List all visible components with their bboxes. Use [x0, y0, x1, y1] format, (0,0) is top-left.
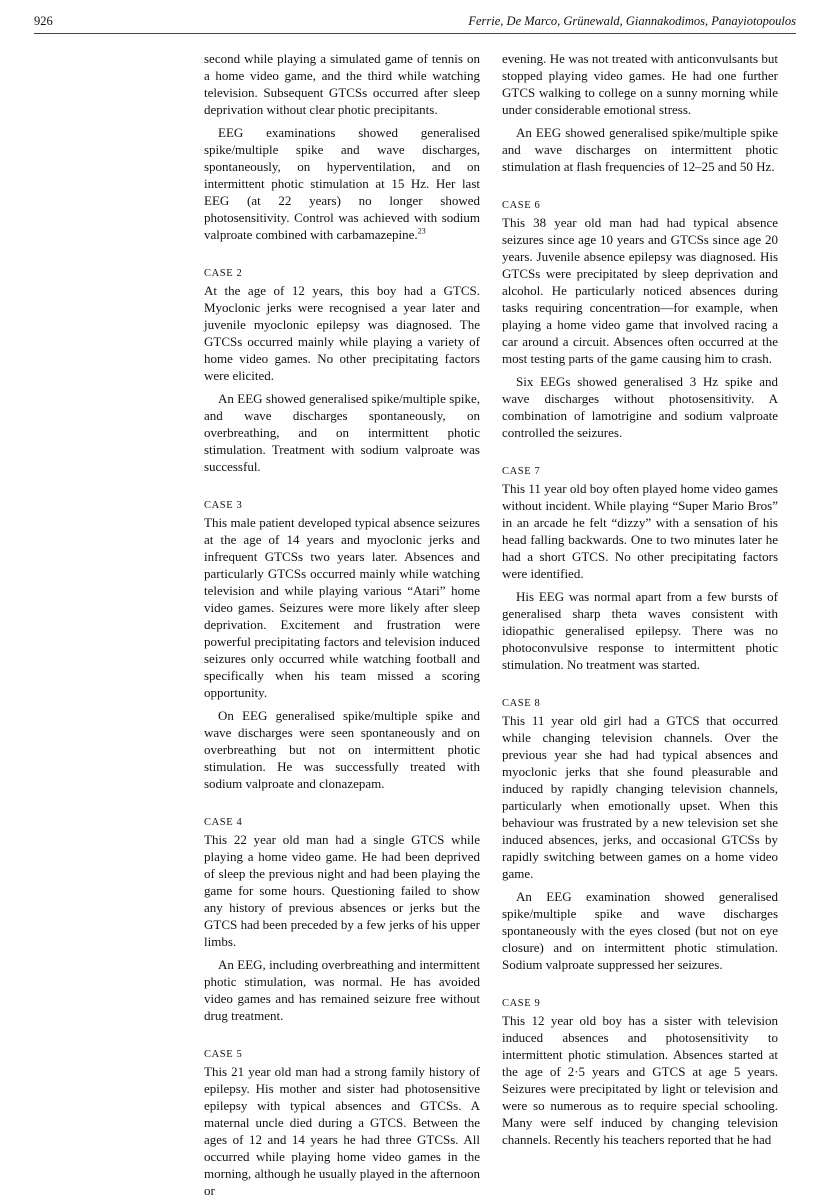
case-4-section [204, 815, 480, 1024]
case-4-heading: CASE 4 [204, 817, 243, 828]
reference-marker: 23 [417, 226, 426, 236]
case-7-section [502, 464, 778, 673]
case-6-eeg: Six EEGs showed generalised 3 Hz spike and wave discharges without photosensitivity. A combination of lamotrigine and sodium valproate controlled the seizures. [502, 374, 778, 440]
left-column [204, 50, 480, 1199]
case-8-section [502, 696, 778, 973]
case-7-history: This 11 year old boy often played home video games without incident. While playing “Super Mario Bros” in an arcade he felt “dizzy” with a sensation of his head falling backwards. One to two minutes later he had a short GTCS. No other precipitating factors were identified. [502, 481, 778, 581]
case-4-history: This 22 year old man had a single GTCS while playing a home video game. He had been deprived of sleep the previous night and had been playing the game for some hours. Questioning failed to show any history of previous absences or jerks but the GTCS had been preceded by a few jerks of his upper limbs. [204, 832, 480, 949]
right-column [502, 50, 778, 1148]
running-header [34, 14, 796, 32]
case-3-eeg: On EEG generalised spike/multiple spike and wave discharges were seen spontaneously and on overbreathing but not on intermittent photic stimulation. He was successfully treated with sodium valproate and clonazepam. [204, 708, 480, 791]
case-9-heading: CASE 9 [502, 998, 541, 1009]
case-5-history: This 21 year old man had a strong family history of epilepsy. His mother and sister had photosensitive epilepsy with typical absences and GTCSs. A maternal uncle died during a GTCS. Between the ages of 12 and 14 years he had three GTCSs. All occurred while playing home video games in the morning, although he usually played in the afternoon or [204, 1064, 480, 1198]
case-2-section [204, 266, 480, 475]
case-3-heading: CASE 3 [204, 500, 243, 511]
case-8-eeg: An EEG examination showed generalised spike/multiple spike and wave discharges spontaneously with the eyes closed (but not on eye closure) and on intermittent photic stimulation. Sodium valproate suppressed her seizures. [502, 889, 778, 972]
case-7-heading: CASE 7 [502, 466, 541, 477]
case-8-history: This 11 year old girl had a GTCS that occurred while changing television channels. Over the previous year she had had typical absences and myoclonic jerks that she found pleasurable and induced by rapidly changing television channels, particularly when emotionally upset. When this behaviour was frustrated by a new television set she induced absences, jerks, and occasional GTCSs by rapidly switching between games on a home video game. [502, 713, 778, 881]
case-5-eeg: An EEG showed generalised spike/multiple spike and wave discharges on intermittent photic stimulation at flash frequencies of 12–25 and 50 Hz. [502, 125, 778, 174]
case-4-eeg: An EEG, including overbreathing and intermittent photic stimulation, was normal. He has avoided video games and has remained seizure free without drug treatment. [204, 957, 480, 1023]
case-2-heading: CASE 2 [204, 268, 243, 279]
page-number: 926 [34, 14, 53, 28]
case-6-heading: CASE 6 [502, 200, 541, 211]
case-8-heading: CASE 8 [502, 698, 541, 709]
case-6-section [502, 198, 778, 441]
case1-continuation: second while playing a simulated game of tennis on a home video game, and the third while watching television. Subsequent GTCSs occurred after sleep deprivation without clear photic precipitants. [204, 51, 480, 117]
header-rule [34, 33, 796, 34]
case1-eeg-text: EEG examinations showed generalised spike/multiple spike and wave discharges, spontaneously, on hyperventilation, and on intermittent photic stimulation at 15 Hz. Her last EEG (at 22 years) no longer showed photosensitivity. Control was achieved with sodium valproate combined with carbamazepine. [204, 125, 480, 242]
case-3-section [204, 498, 480, 792]
case-3-history: This male patient developed typical absence seizures at the age of 14 years and myoclonic jerks and infrequent GTCSs two years later. Absences and particularly GTCSs occurred mainly while watching television and while playing various “Atari” home video games. Seizures were more likely after sleep deprivation. Excitement and frustration were powerful precipitating factors and television induced seizures only occurred while watching football and specifically when his team missed a scoring opportunity. [204, 515, 480, 700]
case-2-eeg: An EEG showed generalised spike/multiple spike, and wave discharges spontaneously, on overbreathing, and on intermittent photic stimulation. Treatment with sodium valproate was successful. [204, 391, 480, 474]
case-9-section [502, 996, 778, 1148]
author-list: Ferrie, De Marco, Grünewald, Giannakodimos, Panayiotopoulos [468, 14, 796, 28]
case-6-history: This 38 year old man had had typical absence seizures since age 10 years and GTCSs since age 20 years. Juvenile absence epilepsy was diagnosed. His GTCSs were precipitated by sleep deprivation and alcohol. He particularly noticed absences during tasks requiring concentration—for example, when playing a home video game that involved racing a car around a circuit. Absences often occurred at the most testing parts of the game causing him to crash. [502, 215, 778, 366]
case-5-continuation: evening. He was not treated with anticonvulsants but stopped playing video games. He had one further GTCS walking to college on a sunny morning while under considerable emotional stress. [502, 51, 778, 117]
case-5-heading: CASE 5 [204, 1049, 243, 1060]
case1-eeg-paragraph [204, 124, 480, 243]
case-5-section [204, 1047, 480, 1199]
case-9-history: This 12 year old boy has a sister with television induced absences and photosensitivity to intermittent photic stimulation. Absences started at the age of 2·5 years and GTCS at age 5 years. Seizures were precipitated by light or television and were so numerous as to require special schooling. Many were self induced by changing television channels. Recently his teachers reported that he had [502, 1013, 778, 1147]
case-2-history: At the age of 12 years, this boy had a GTCS. Myoclonic jerks were recognised a year later and juvenile myoclonic epilepsy was diagnosed. The GTCSs occurred mainly while playing a variety of home video games. No other precipitating factors were elicited. [204, 283, 480, 383]
case-7-eeg: His EEG was normal apart from a few bursts of generalised sharp theta waves consistent with idiopathic generalised epilepsy. There was no photoconvulsive response to intermittent photic stimulation. No treatment was started. [502, 589, 778, 672]
